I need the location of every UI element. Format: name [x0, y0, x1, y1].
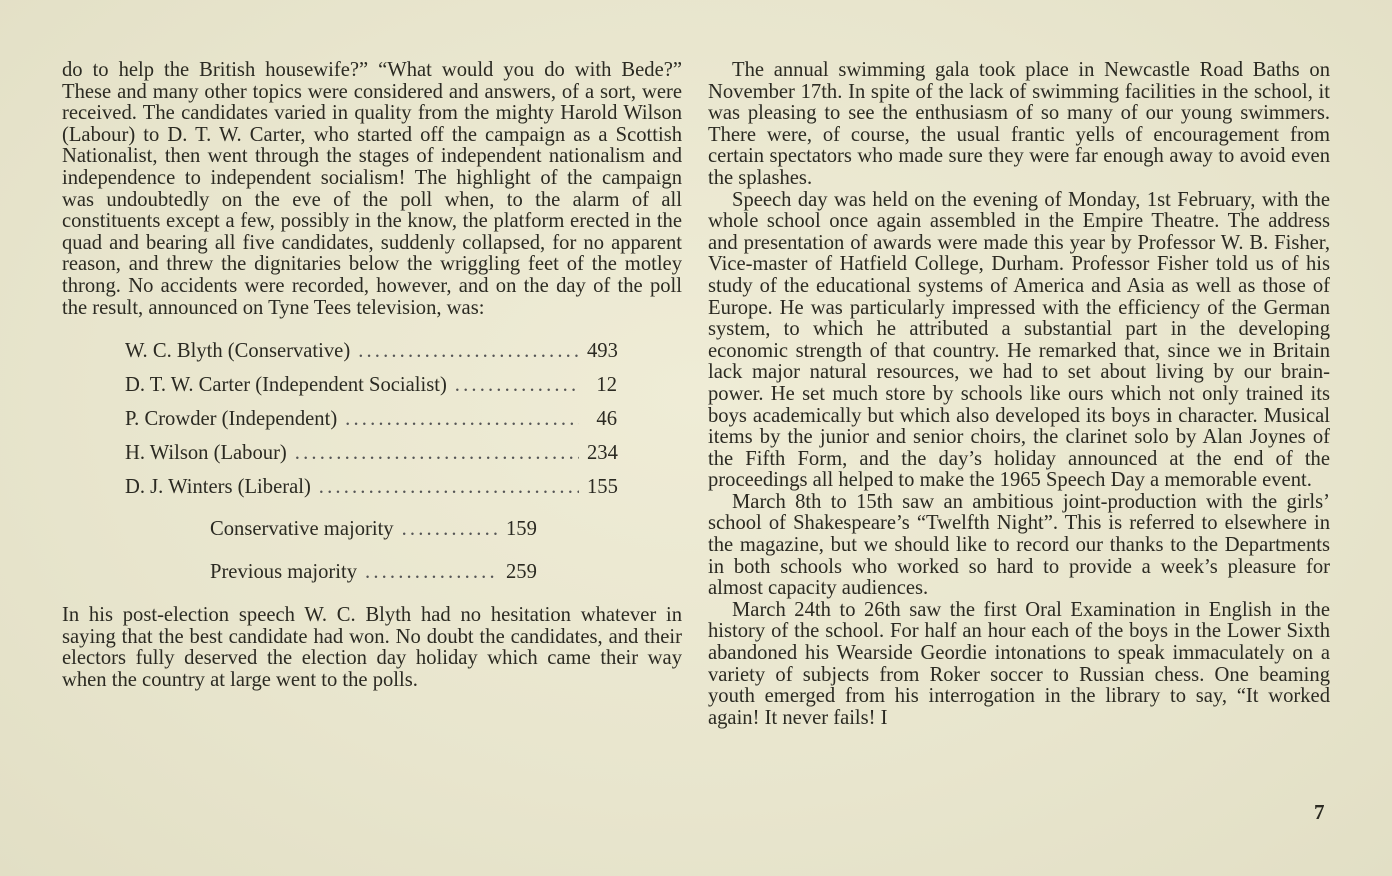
candidate-name: W. C. Blyth (Conservative) — [125, 340, 351, 363]
result-row — [125, 477, 617, 511]
post-election-paragraph: In his post-election speech W. C. Blyth had no hesitation whatever in saying that the best candidate had won. No doubt the candidates, and their electors fully deserved the election day holiday which came their way when the country at large went to the polls. — [62, 604, 682, 691]
speech-day-paragraph: Speech day was held on the evening of Monday, 1st February, with the whole school once again assembled in the Empire Theatre. The address and presentation of awards were made this year by Professor W. B. Fisher, Vice-master of Hatfield College, Durham. Professor Fisher told us of his study of the educational systems of America and Asia as well as those of Europe. He was particularly impressed with the efficiency of the German system, to which he attributed a substantial part in the developing economic strength of that country. He remarked that, since we in Britain lack major natural resources, we had to set about living by our brain-power. He set much store by schools like ours which not only trained its boys academically but which also developed its boys in character. Musical items by the junior and senior choirs, the clarinet solo by Alan Joynes of the Fifth Form, and the day’s holiday announced at the end of the proceedings all helped to make the 1965 Speech Day a memorable event. — [708, 188, 1330, 492]
candidate-name: D. T. W. Carter (Independent Socialist) — [125, 374, 447, 397]
candidate-name: H. Wilson (Labour) — [125, 442, 287, 465]
candidate-name: P. Crowder (Independent) — [125, 408, 338, 431]
majority-label: Conservative majority — [210, 518, 394, 541]
majority-row — [210, 519, 536, 562]
leader-dots — [402, 519, 498, 541]
candidate-name: D. J. Winters (Liberal) — [125, 476, 311, 499]
leader-dots — [365, 562, 498, 584]
majority-label: Previous majority — [210, 561, 358, 584]
leader-dots — [455, 375, 579, 397]
candidate-votes: 155 — [587, 476, 618, 499]
leader-dots — [319, 477, 579, 499]
majority-value: 159 — [506, 518, 537, 541]
twelfth-night-paragraph: March 8th to 15th saw an ambitious joint-production with the girls’ school of Shakespeare’s “Twelfth Night”. This is referred to elsewhere in the magazine, but we should like to record our thanks to the Departments in both schools who worked so hard to provide a week’s pleasure for almost capacity audiences. — [708, 490, 1330, 600]
leader-dots — [358, 341, 579, 363]
majorities-block — [210, 519, 682, 605]
result-row — [125, 341, 617, 375]
result-row — [125, 375, 617, 409]
majority-row — [210, 562, 536, 605]
majority-value: 259 — [506, 561, 537, 584]
result-row — [125, 409, 617, 443]
candidate-votes: 12 — [596, 374, 617, 397]
election-results-table — [125, 341, 682, 511]
left-column — [62, 60, 682, 692]
election-intro-paragraph: do to help the British housewife?” “What would you do with Bede?” These and many other topics were considered and answers, of a sort, were received. The candidates varied in quality from the mighty Harold Wilson (Labour) to D. T. W. Carter, who started off the campaign as a Scottish Nationalist, then went through the stages of independent nationalism and independence to independent socialism! The highlight of the campaign was undoubtedly on the eve of the poll when, to the alarm of all constituents except a few, possibly in the know, the platform erected in the quad and bearing all five candidates, suddenly collapsed, for no apparent reason, and threw the dignitaries below the wriggling feet of the motley throng. No accidents were recorded, however, and on the day of the poll the result, announced on Tyne Tees television, was: — [62, 59, 682, 319]
candidate-votes: 234 — [587, 442, 618, 465]
leader-dots — [295, 443, 579, 465]
result-row — [125, 443, 617, 477]
oral-exam-paragraph: March 24th to 26th saw the first Oral Examination in English in the history of the school. For half an hour each of the boys in the Lower Sixth abandoned his Wearside Geordie intonations to speak immaculately on a variety of subjects from Roker soccer to Russian chess. One beaming youth emerged from his interrogation in the library to say, “It worked again! It never fails! I — [708, 598, 1330, 729]
page-number: 7 — [1314, 800, 1325, 824]
candidate-votes: 493 — [587, 340, 618, 363]
leader-dots — [345, 409, 579, 431]
candidate-votes: 46 — [596, 408, 617, 431]
right-column — [708, 60, 1330, 729]
swimming-gala-paragraph: The annual swimming gala took place in Newcastle Road Baths on November 17th. In spite of the lack of swimming facilities in the school, it was pleasing to see the enthusiasm of so many of our young swimmers. There were, of course, the usual frantic yells of encouragement from certain spectators who made sure they were far enough away to avoid even the splashes. — [708, 59, 1330, 189]
